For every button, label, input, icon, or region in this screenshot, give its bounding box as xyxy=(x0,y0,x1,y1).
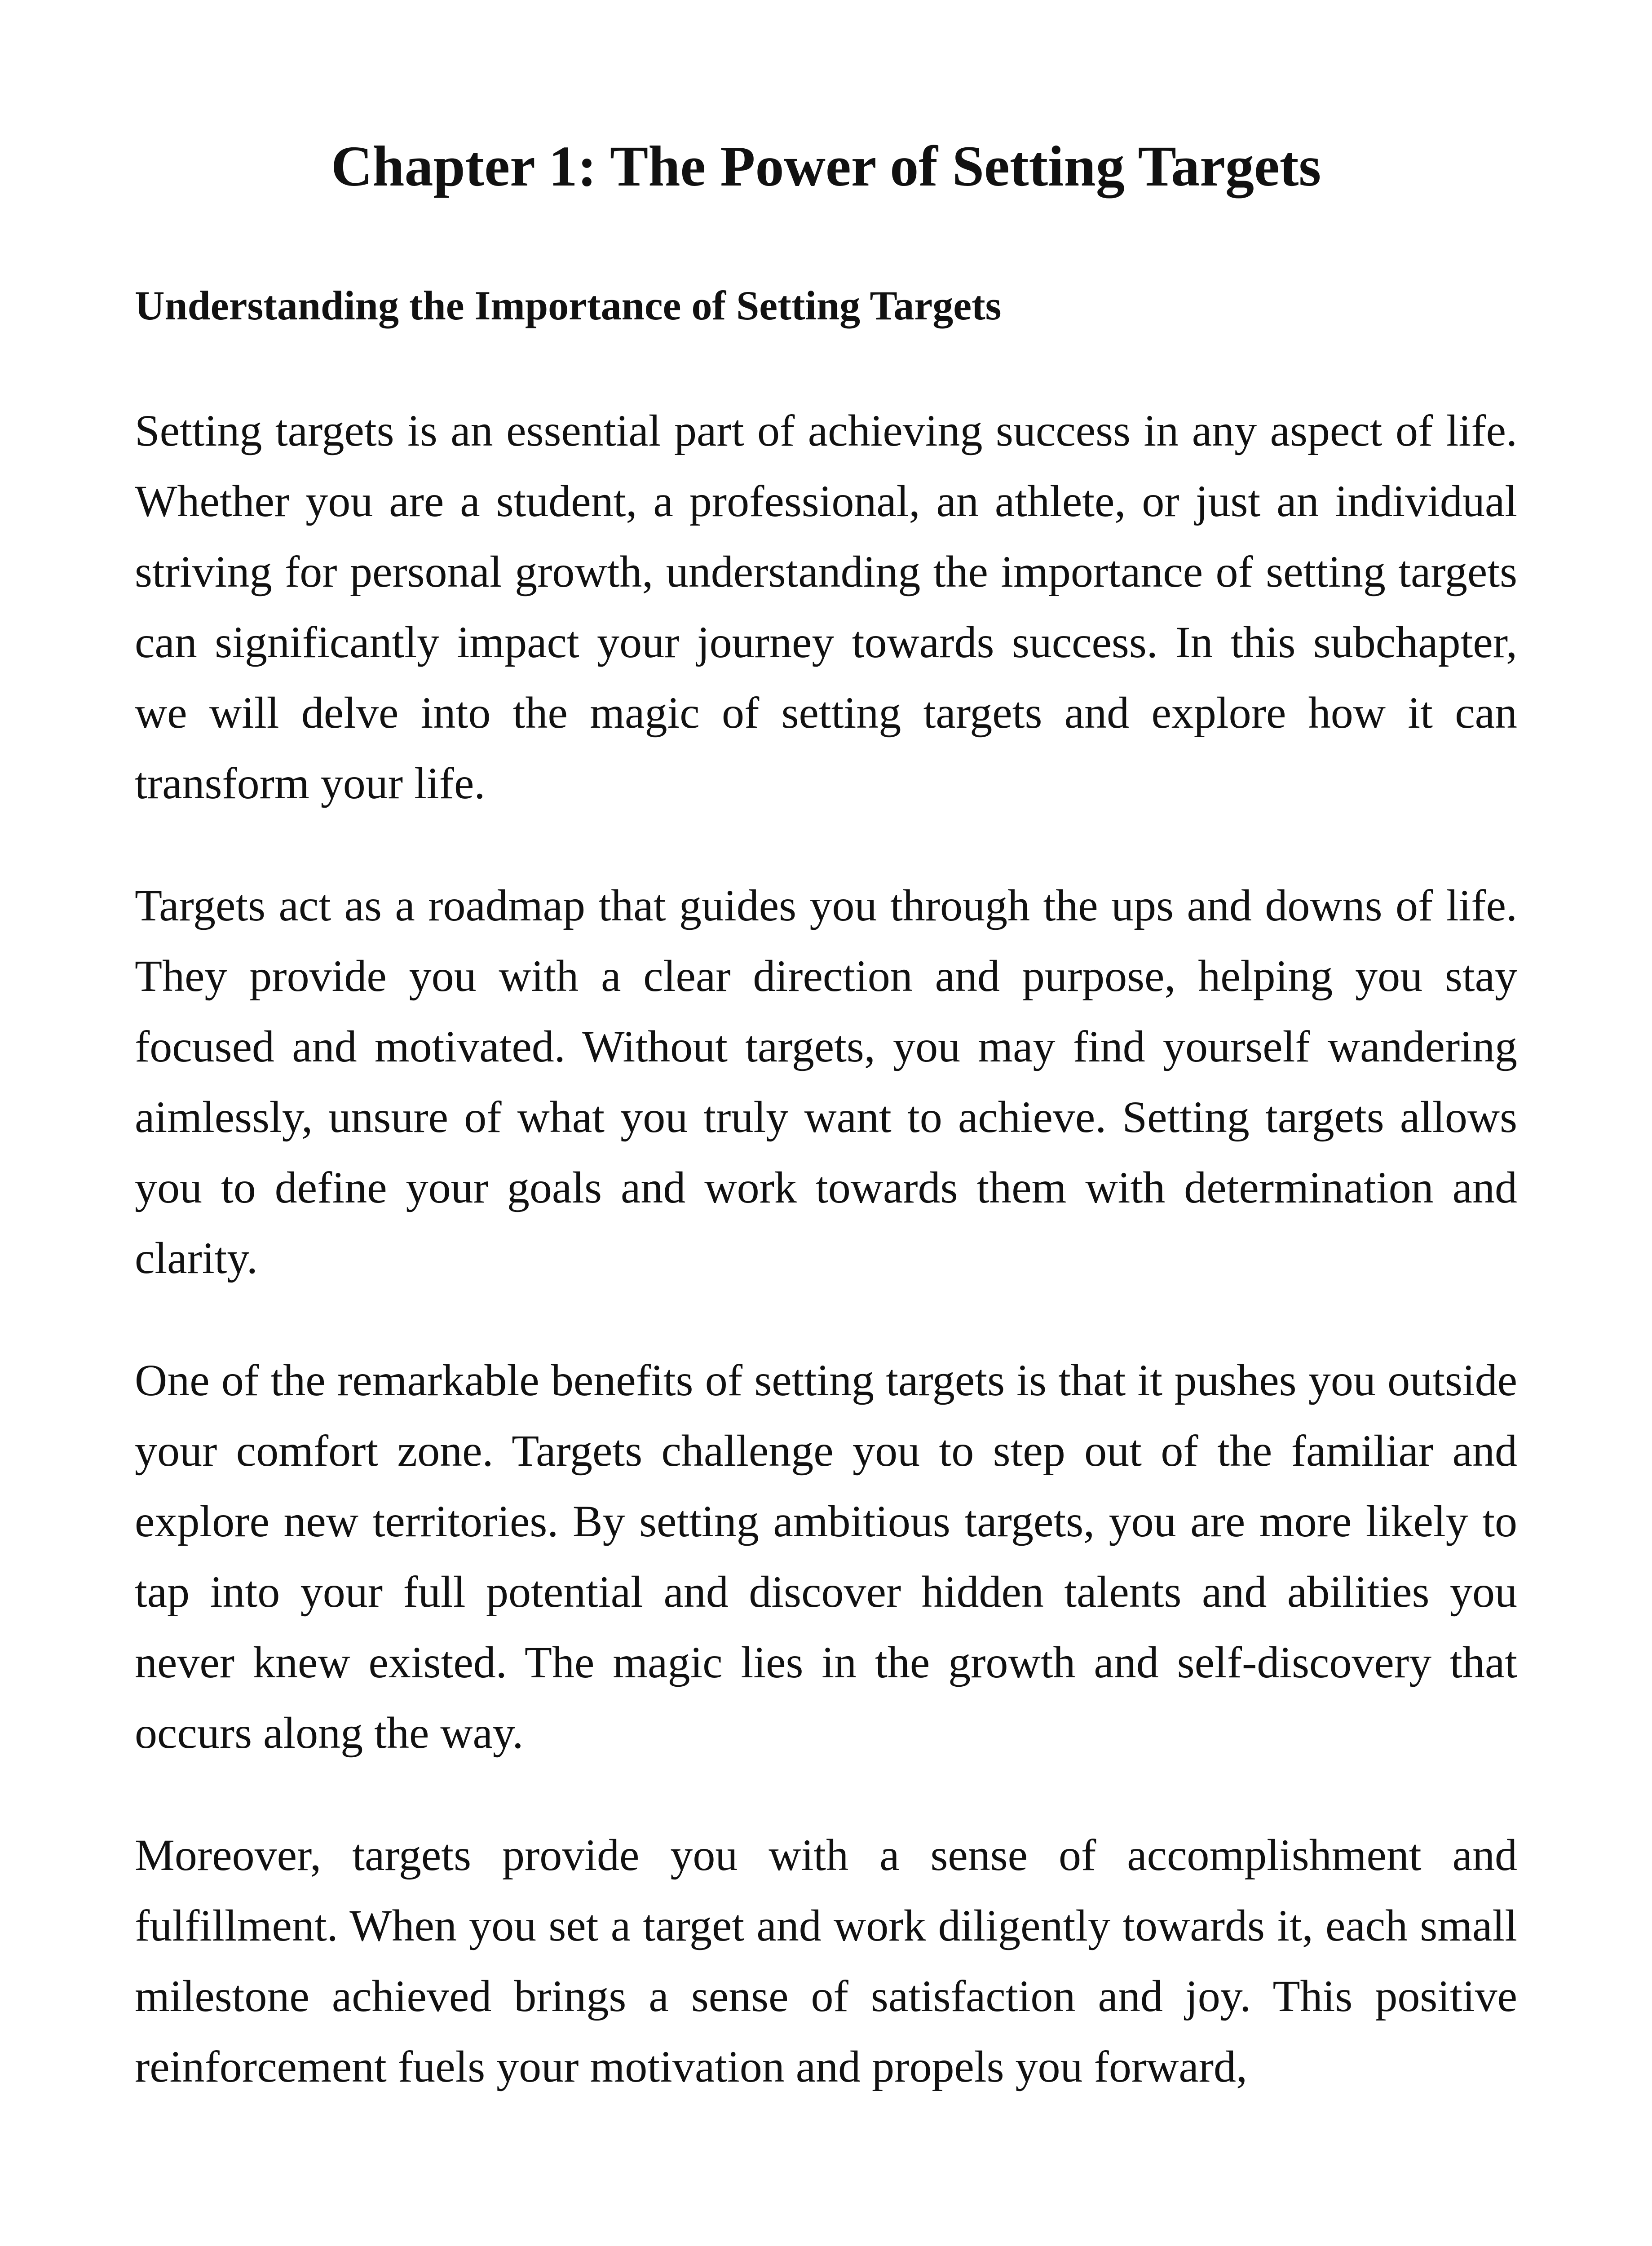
chapter-title: Chapter 1: The Power of Setting Targets xyxy=(331,134,1321,198)
paragraph-3: One of the remarkable benefits of setting targets is that it pushes you outside your comfort zone. Targets challenge you to step out of the familiar and explore new territories. By setting ambitious targets, you are more likely to tap into your full potential and discover hidden talents and abilities you never knew existed. The magic lies in the growth and self-discovery that occurs along the way. xyxy=(135,1355,1517,1758)
paragraph-4: Moreover, targets provide you with a sense of accomplishment and fulfillment. When you set a target and work diligently towards it, each small milestone achieved brings a sense of satisfaction and joy. This positive reinforcement fuels your motivation and propels you forward, xyxy=(135,1830,1517,2091)
body-text xyxy=(135,395,1517,2153)
paragraph-1: Setting targets is an essential part of achieving success in any aspect of life. Whether you are a student, a professional, an athlete, or just an individual striving for personal growth, understanding the importance of setting targets can significantly impact your journey towards success. In this subchapter, we will delve into the magic of setting targets and explore how it can transform your life. xyxy=(135,406,1517,808)
paragraph-2: Targets act as a roadmap that guides you through the ups and downs of life. They provide you with a clear direction and purpose, helping you stay focused and motivated. Without targets, you may find yourself wandering aimlessly, unsure of what you truly want to achieve. Setting targets allows you to define your goals and work towards them with determination and clarity. xyxy=(135,880,1517,1283)
section-heading: Understanding the Importance of Setting Targets xyxy=(135,283,1002,328)
